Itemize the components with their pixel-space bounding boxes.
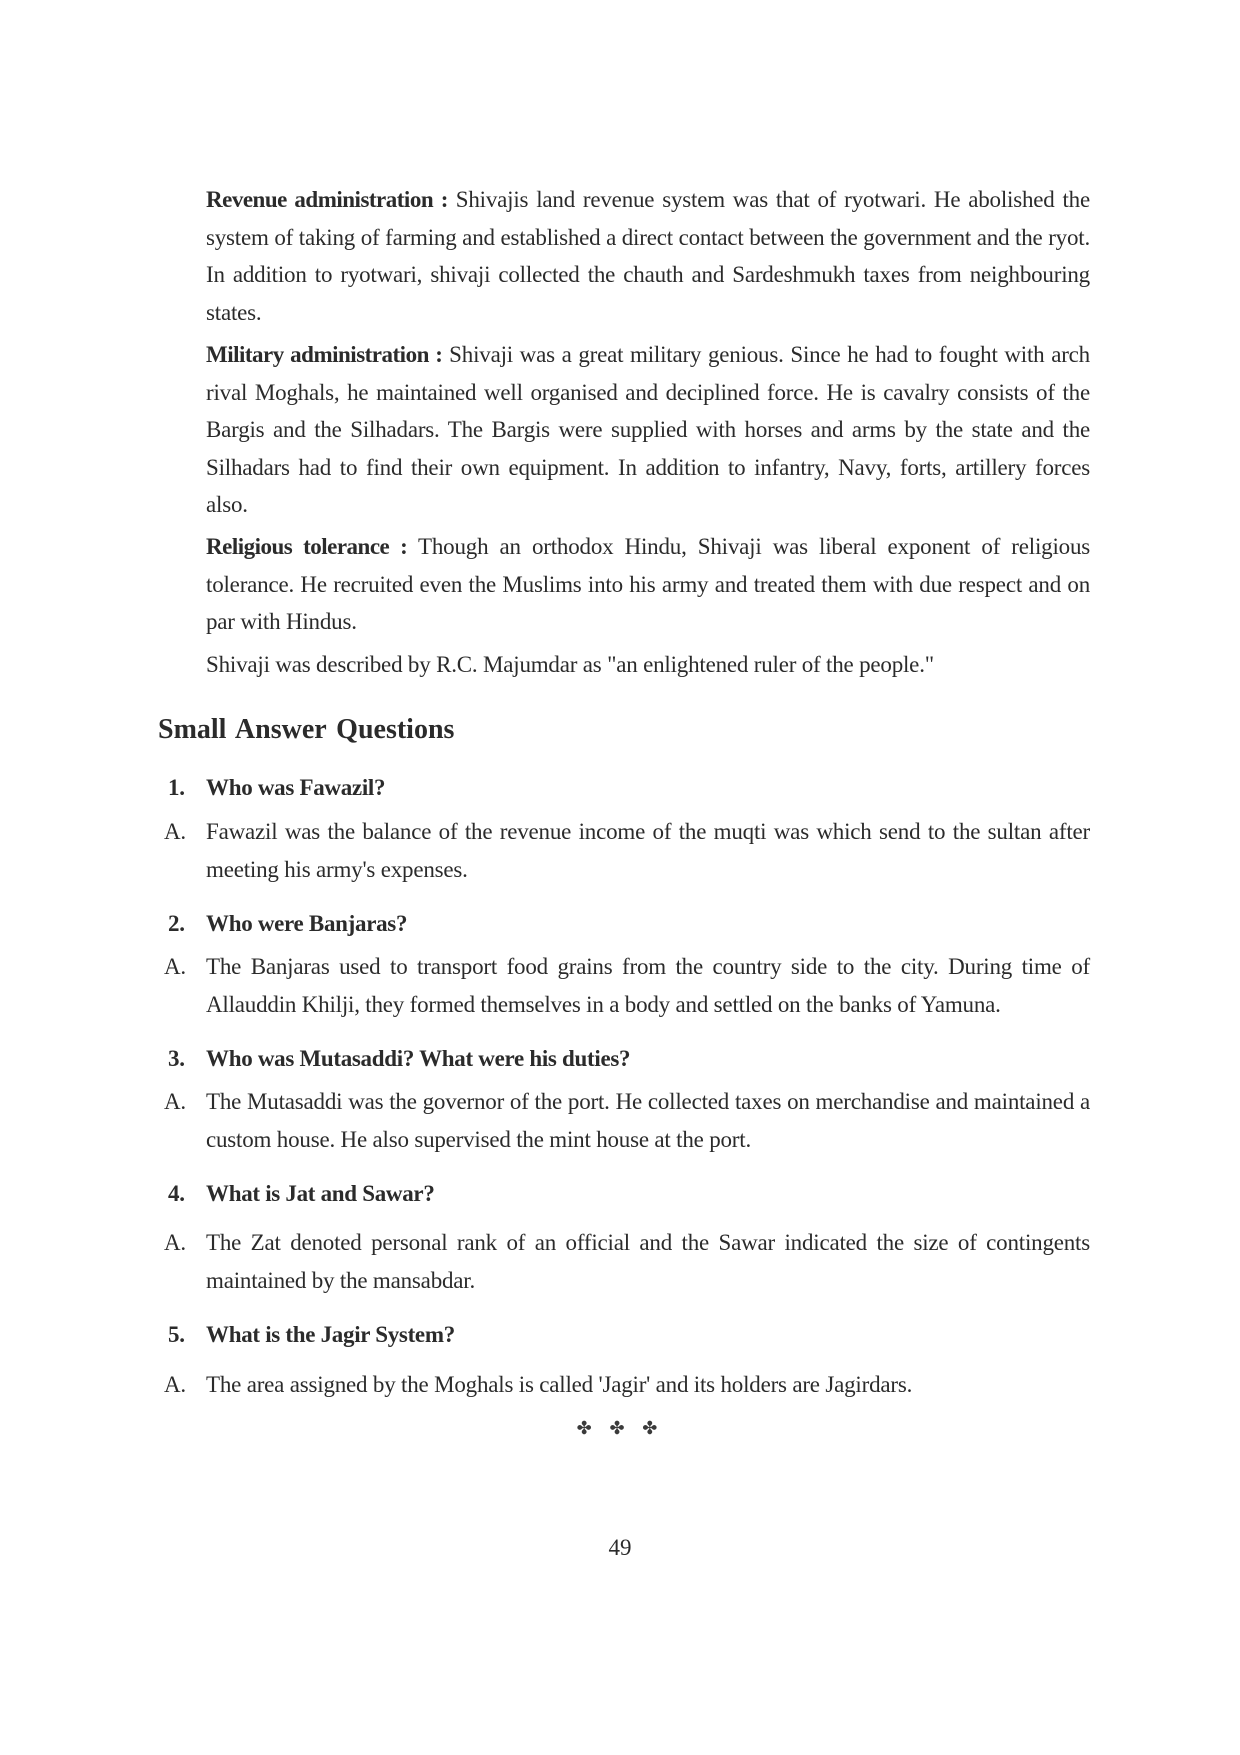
answer-1 — [164, 813, 1090, 888]
answer-label: A. — [164, 819, 186, 844]
answer-text: The Zat denoted personal rank of an official and the Sawar indicated the size of contingents maintained by the mansabdar. — [206, 1230, 1090, 1293]
paragraph-text: Shivaji was a great military genious. Since he had to fought with arch rival Moghals, he maintained well organised and deciplined force. He is cavalry consists of the Bargis and the Silhadars. The Bargis were supplied with horses and arms by the state and the Silhadars had to find their own equipment. In addition to infantry, Navy, forts, artillery forces also. — [206, 342, 1090, 517]
question-text: What is the Jagir System? — [206, 1322, 455, 1347]
question-number: 2. — [168, 911, 185, 936]
answer-4 — [164, 1224, 1090, 1299]
answer-text: The area assigned by the Moghals is called 'Jagir' and its holders are Jagirdars. — [206, 1372, 913, 1397]
answer-text: The Banjaras used to transport food grains from the country side to the city. During time of Allauddin Khilji, they formed themselves in a body and settled on the banks of Yamuna. — [206, 954, 1090, 1017]
question-text: Who was Fawazil? — [206, 775, 386, 800]
answer-label: A. — [164, 1089, 186, 1114]
question-number: 1. — [168, 775, 185, 800]
question-text: Who was Mutasaddi? What were his duties? — [206, 1046, 631, 1071]
question-2 — [168, 905, 1090, 943]
paragraph-lead: Religious tolerance : — [206, 534, 408, 559]
question-3 — [168, 1040, 1090, 1078]
answer-label: A. — [164, 954, 186, 979]
answer-5 — [164, 1366, 1090, 1404]
paragraph-majumdar-quote — [206, 646, 1090, 684]
paragraph-military-administration — [206, 336, 1090, 524]
paragraph-text: Though an orthodox Hindu, Shivaji was liberal exponent of religious tolerance. He recruited even the Muslims into his army and treated them with due respect and on par with Hindus. — [206, 534, 1090, 634]
page-number: 49 — [608, 1535, 632, 1560]
question-text: Who were Banjaras? — [206, 911, 408, 936]
paragraph-revenue-administration — [206, 181, 1090, 331]
question-number: 5. — [168, 1322, 185, 1347]
answer-text: The Mutasaddi was the governor of the port. He collected taxes on merchandise and maintained a custom house. He also supervised the mint house at the port. — [206, 1089, 1090, 1152]
paragraph-religious-tolerance — [206, 528, 1090, 641]
answer-2 — [164, 948, 1090, 1023]
answer-3 — [164, 1083, 1090, 1158]
question-number: 4. — [168, 1181, 185, 1206]
question-1 — [168, 769, 1090, 807]
paragraph-lead: Revenue administration : — [206, 187, 448, 212]
answer-text: Fawazil was the balance of the revenue income of the muqti was which send to the sultan after meeting his army's expenses. — [206, 819, 1090, 882]
section-end-ornament: ✤ ✤ ✤ — [576, 1418, 664, 1439]
question-5 — [168, 1316, 1090, 1354]
question-number: 3. — [168, 1046, 185, 1071]
answer-label: A. — [164, 1230, 186, 1255]
answer-label: A. — [164, 1372, 186, 1397]
section-title: Small Answer Questions — [158, 714, 455, 745]
question-4 — [168, 1175, 1090, 1213]
paragraph-text: Shivaji was described by R.C. Majumdar as "an enlightened ruler of the people." — [206, 652, 934, 677]
question-text: What is Jat and Sawar? — [206, 1181, 435, 1206]
paragraph-lead: Military administration : — [206, 342, 443, 367]
paragraph-text: Shivajis land revenue system was that of ryotwari. He abolished the system of taking of farming and established a direct contact between the government and the ryot. In addition to ryotwari, shivaji collected the chauth and Sardeshmukh taxes from neighbouring states. — [206, 187, 1090, 325]
